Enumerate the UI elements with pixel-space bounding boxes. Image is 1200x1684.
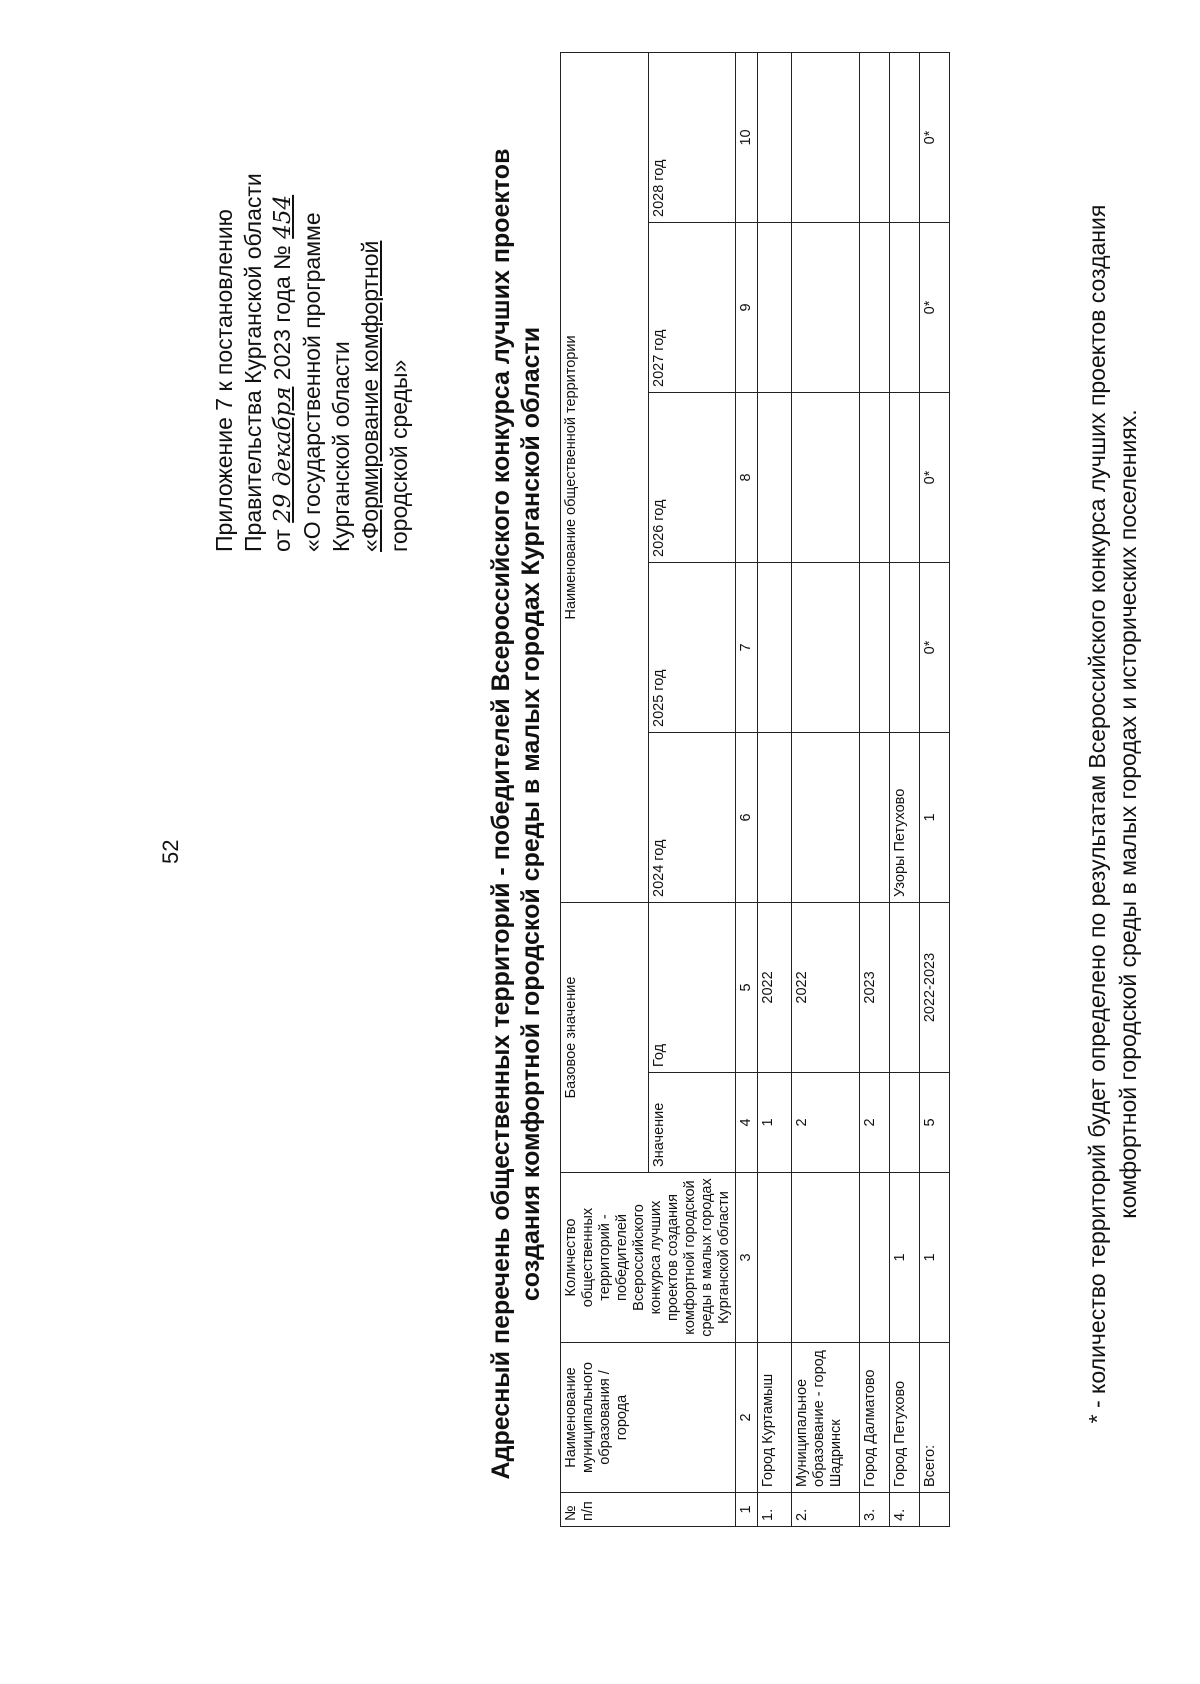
territories-table — [560, 52, 950, 1527]
cell-2027: 0* — [920, 222, 950, 392]
appendix-block — [210, 32, 414, 552]
column-number: 1 — [736, 1493, 758, 1527]
header-2028: 2028 год — [648, 52, 736, 222]
table-row — [758, 52, 792, 1526]
cell-base-year: 2022-2023 — [920, 902, 950, 1072]
column-number: 8 — [736, 392, 758, 562]
cell-num: 3. — [860, 1493, 890, 1527]
header-base-year: Год — [648, 902, 736, 1072]
cell-2024: Узоры Петухово — [890, 732, 920, 902]
column-number: 3 — [736, 1173, 758, 1343]
appendix-date-line — [268, 32, 298, 552]
table-row — [792, 52, 860, 1526]
header-base-value: Значение — [648, 1073, 736, 1173]
page-number: 52 — [158, 839, 183, 864]
cell-2025 — [792, 562, 860, 732]
column-number: 5 — [736, 902, 758, 1072]
appendix-prefix: от — [269, 529, 295, 552]
cell-num: 4. — [890, 1493, 920, 1527]
cell-2026 — [758, 392, 792, 562]
column-number: 2 — [736, 1343, 758, 1493]
table-row — [860, 52, 890, 1526]
cell-base-value: 5 — [920, 1073, 950, 1173]
header-municipality: Наименование муниципального образования / города — [561, 1343, 736, 1493]
cell-base-value: 1 — [758, 1073, 792, 1173]
cell-base-year: 2023 — [860, 902, 890, 1072]
cell-num: 2. — [792, 1493, 860, 1527]
document-title — [486, 124, 546, 1504]
cell-2027 — [890, 222, 920, 392]
cell-2024 — [860, 732, 890, 902]
header-row — [561, 52, 649, 1526]
header-num: № п/п — [561, 1493, 736, 1527]
column-number: 9 — [736, 222, 758, 392]
footnote-line: комфортной городской среды в малых городах и исторических поселениях. — [1115, 409, 1141, 1219]
cell-2025 — [860, 562, 890, 732]
cell-base-year: 2022 — [792, 902, 860, 1072]
cell-name: Город Далматово — [860, 1343, 890, 1493]
header-2027: 2027 год — [648, 222, 736, 392]
cell-2027 — [758, 222, 792, 392]
appendix-line: Правительства Курганской области — [240, 173, 266, 552]
appendix-line: городской среды» — [386, 359, 412, 552]
handwritten-number: 454 — [270, 194, 296, 239]
cell-2026 — [792, 392, 860, 562]
total-row — [920, 52, 950, 1526]
cell-2026 — [890, 392, 920, 562]
cell-base-value: 2 — [860, 1073, 890, 1173]
header-2025: 2025 год — [648, 562, 736, 732]
title-line: создания комфортной городской среды в малых городах Курганской области — [517, 326, 545, 1302]
appendix-line: «О государственной программе — [299, 212, 325, 552]
cell-2026: 0* — [920, 392, 950, 562]
cell-name: Всего: — [920, 1343, 950, 1493]
cell-2028 — [860, 52, 890, 222]
column-number: 6 — [736, 732, 758, 902]
handwritten-date: 29 декабря — [270, 386, 296, 523]
cell-2028 — [792, 52, 860, 222]
cell-count: 1 — [890, 1173, 920, 1343]
column-number: 4 — [736, 1073, 758, 1173]
cell-base-value: 2 — [792, 1073, 860, 1173]
cell-count: 1 — [920, 1173, 950, 1343]
cell-2025 — [890, 562, 920, 732]
cell-2028 — [758, 52, 792, 222]
appendix-year: 2023 года № — [269, 245, 295, 381]
cell-count — [792, 1173, 860, 1343]
cell-base-year — [890, 902, 920, 1072]
footnote-line: * - количество территорий будет определено по результатам Всероссийского конкурса лучших проектов создания — [1084, 204, 1110, 1424]
appendix-line: Приложение 7 к постановлению — [211, 209, 237, 552]
cell-2027 — [860, 222, 890, 392]
cell-2024 — [758, 732, 792, 902]
cell-base-year: 2022 — [758, 902, 792, 1072]
appendix-line: «Формирование комфортной — [357, 240, 383, 552]
cell-count — [860, 1173, 890, 1343]
column-number-row — [736, 52, 758, 1526]
column-number: 7 — [736, 562, 758, 732]
cell-name: Муниципальное образование - город Шадринск — [792, 1343, 860, 1493]
header-base-group: Базовое значение — [561, 902, 649, 1172]
cell-2026 — [860, 392, 890, 562]
header-2024: 2024 год — [648, 732, 736, 902]
cell-num — [920, 1493, 950, 1527]
cell-2027 — [792, 222, 860, 392]
cell-2024 — [792, 732, 860, 902]
cell-2028: 0* — [920, 52, 950, 222]
cell-num: 1. — [758, 1493, 792, 1527]
title-line: Адресный перечень общественных территорий - победителей Всероссийского конкурса лучших проектов — [487, 148, 515, 1480]
cell-name: Город Куртамыш — [758, 1343, 792, 1493]
cell-2025 — [758, 562, 792, 732]
footnote — [1082, 24, 1144, 1604]
cell-2028 — [890, 52, 920, 222]
column-number: 10 — [736, 52, 758, 222]
cell-base-value — [890, 1073, 920, 1173]
cell-2024: 1 — [920, 732, 950, 902]
header-territory-group: Наименование общественной территории — [561, 52, 649, 902]
appendix-line: Курганской области — [328, 341, 354, 552]
cell-2025: 0* — [920, 562, 950, 732]
header-count: Количество общественных территорий - победителей Всероссийского конкурса лучших проектов создания комфортной городской среды в малых городах Курганской области — [561, 1173, 736, 1343]
header-2026: 2026 год — [648, 392, 736, 562]
table-row — [890, 52, 920, 1526]
cell-name: Город Петухово — [890, 1343, 920, 1493]
cell-count — [758, 1173, 792, 1343]
